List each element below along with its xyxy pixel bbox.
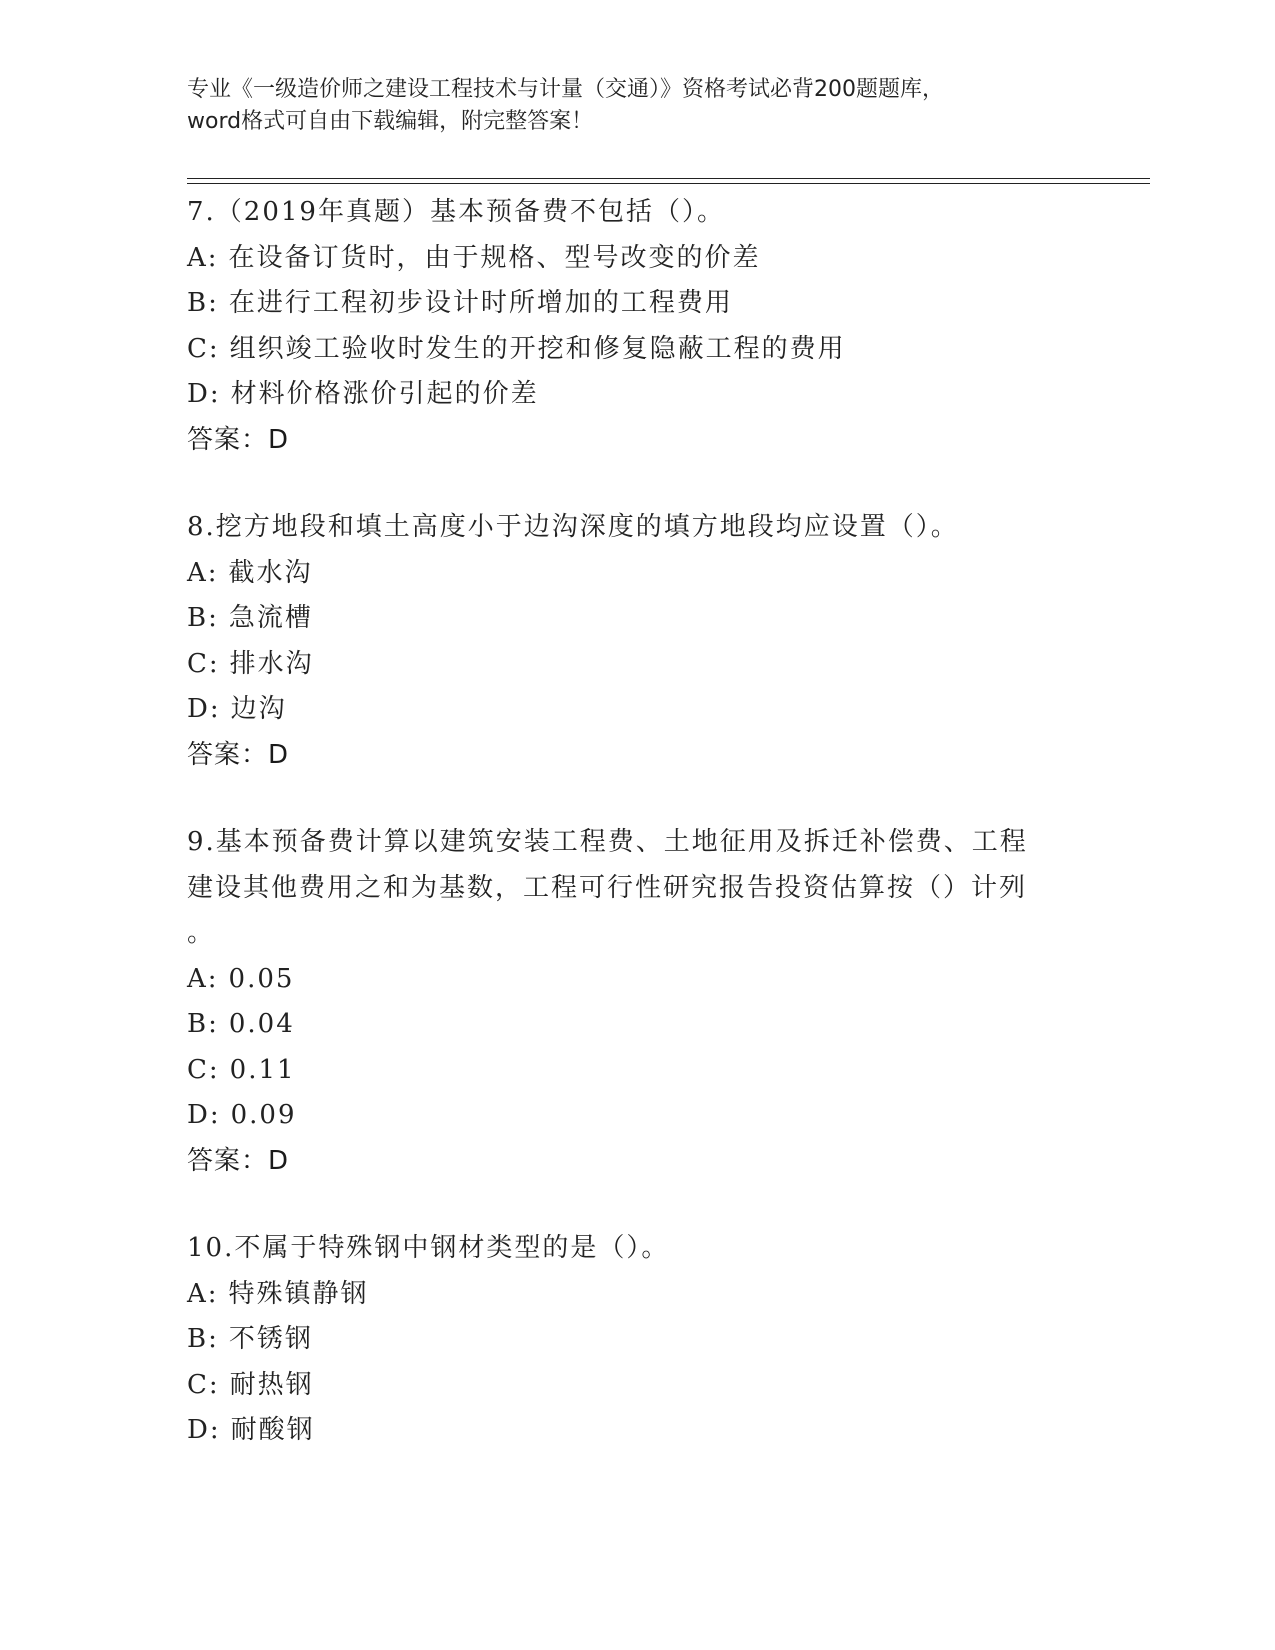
question-7 [187, 190, 1067, 463]
option-text: 0.11 [229, 1054, 296, 1085]
question-stem: 8.挖方地段和填土高度小于边沟深度的填方地段均应设置（）。 [187, 512, 959, 542]
option-a [187, 551, 1067, 597]
option-text: 0.09 [230, 1100, 297, 1130]
option-b [187, 596, 1067, 642]
answer: 答案：D [187, 1145, 290, 1176]
option-a [187, 1272, 1067, 1318]
header-rule-bottom [187, 183, 1150, 184]
option-text: 耐酸钢 [230, 1415, 315, 1445]
option-d [187, 687, 1067, 733]
option-key: B: [187, 603, 219, 633]
option-key: D: [187, 1415, 221, 1445]
answer: 答案：D [187, 424, 290, 455]
question-list [187, 190, 1067, 1496]
header-line-2: word格式可自由下载编辑，附完整答案！ [187, 109, 594, 134]
option-key: D: [187, 379, 221, 409]
header-rule-top [187, 178, 1150, 179]
option-c [187, 327, 1067, 373]
option-key: A: [187, 963, 219, 994]
option-d [187, 1408, 1067, 1454]
option-d [187, 1093, 1067, 1139]
header-line-1: 专业《一级造价师之建设工程技术与计量（交通）》资格考试必背200题题库， [187, 77, 944, 102]
option-text: 边沟 [230, 694, 287, 724]
question-stem-line: 建设其他费用之和为基数，工程可行性研究报告投资估算按（）计列 [187, 872, 1028, 903]
option-key: C: [187, 1369, 220, 1400]
option-d [187, 372, 1067, 418]
option-c [187, 1363, 1067, 1409]
option-text: 排水沟 [229, 648, 314, 679]
option-text: 0.04 [228, 1009, 295, 1039]
question-9 [187, 820, 1067, 1184]
option-a [187, 957, 1067, 1003]
question-stem-line: 。 [187, 918, 216, 948]
option-key: D: [187, 694, 221, 724]
question-stem: 7.（2019年真题）基本预备费不包括（）。 [187, 197, 725, 227]
option-key: C: [187, 648, 220, 679]
option-key: D: [187, 1100, 221, 1130]
option-text: 0.05 [228, 963, 295, 994]
option-key: C: [187, 333, 220, 364]
question-8 [187, 505, 1067, 778]
option-key: B: [187, 1324, 219, 1354]
option-text: 在进行工程初步设计时所增加的工程费用 [228, 288, 733, 318]
question-stem-line: 9.基本预备费计算以建筑安装工程费、土地征用及拆迁补偿费、工程 [187, 827, 1028, 857]
option-b [187, 1317, 1067, 1363]
option-key: C: [187, 1054, 220, 1085]
option-b [187, 281, 1067, 327]
option-key: B: [187, 288, 219, 318]
option-key: A: [187, 557, 219, 588]
document-header [187, 74, 1067, 138]
question-stem: 10.不属于特殊钢中钢材类型的是（）。 [187, 1233, 670, 1263]
option-text: 耐热钢 [229, 1369, 314, 1400]
option-c [187, 1048, 1067, 1094]
option-text: 急流槽 [228, 603, 313, 633]
option-c [187, 642, 1067, 688]
option-text: 材料价格涨价引起的价差 [230, 379, 539, 409]
option-text: 不锈钢 [228, 1324, 313, 1354]
option-key: A: [187, 242, 219, 273]
option-b [187, 1002, 1067, 1048]
question-stem [187, 820, 1067, 957]
option-text: 组织竣工验收时发生的开挖和修复隐蔽工程的费用 [229, 333, 846, 364]
option-key: B: [187, 1009, 219, 1039]
option-text: 截水沟 [228, 557, 313, 588]
option-a [187, 236, 1067, 282]
answer: 答案：D [187, 739, 290, 770]
option-text: 特殊镇静钢 [228, 1278, 369, 1309]
option-key: A: [187, 1278, 219, 1309]
question-10 [187, 1226, 1067, 1454]
option-text: 在设备订货时，由于规格、型号改变的价差 [228, 242, 761, 273]
